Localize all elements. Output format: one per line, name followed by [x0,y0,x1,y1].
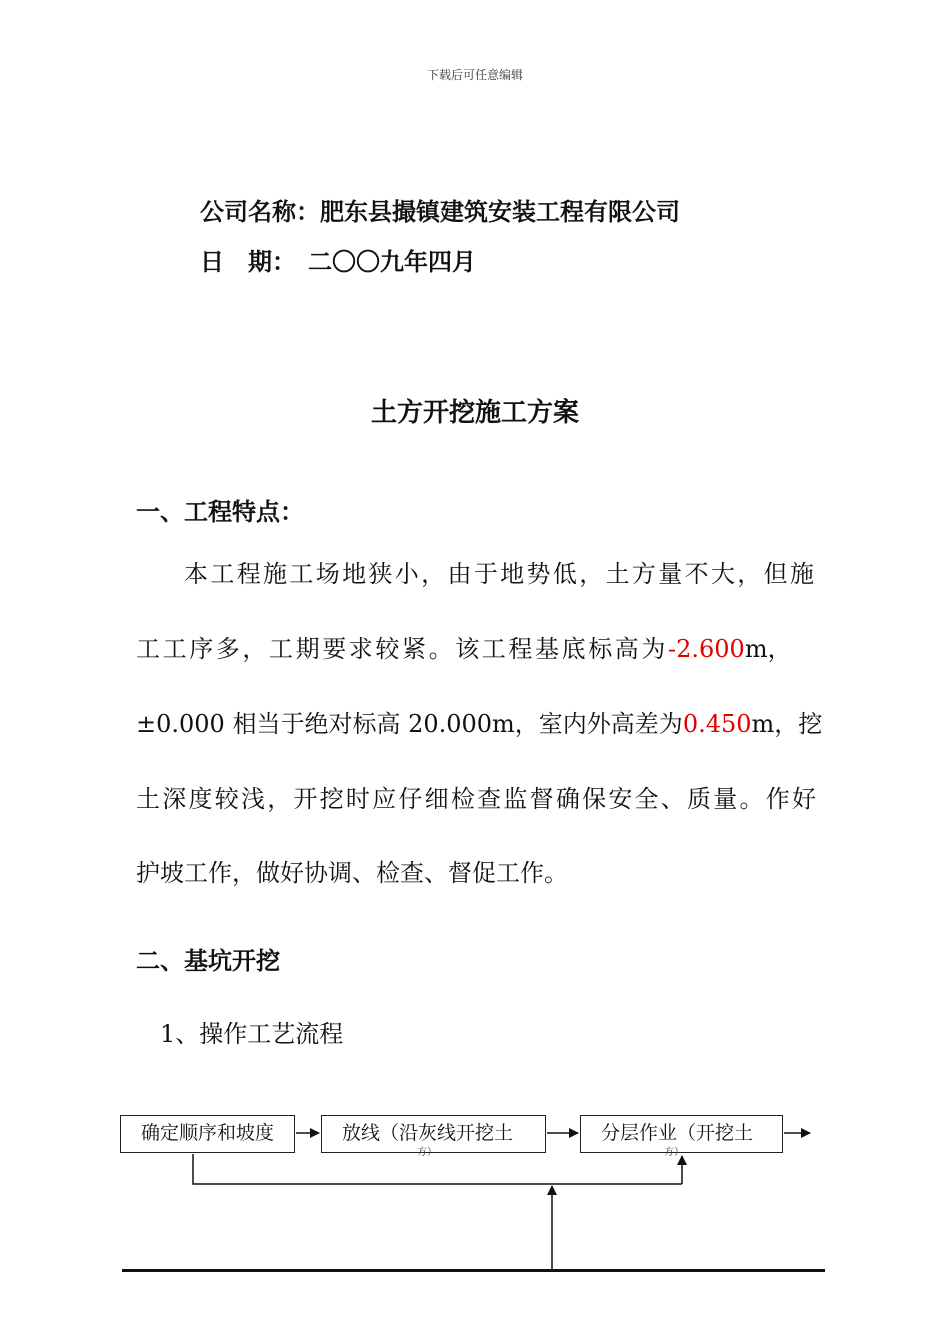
elevation-value: -2.600 [668,635,745,663]
paragraph-line-5: 护坡工作，做好协调、检查、督促工作。 [136,859,568,887]
company-label: 公司名称： [200,198,320,226]
flow-box-label: 分层作业（开挖土 [601,1122,754,1144]
paragraph-line-4: 土深度较浅，开挖时应仔细检查监督确保安全、质量。作好 [136,785,816,813]
date-label: 日 期： [200,248,296,276]
section-heading-1: 一、工程特点： [136,498,304,526]
height-diff-value: 0.450 [682,710,752,738]
flow-box-overflow-text: 方） [664,1147,684,1158]
flow-box-label: 放线（沿灰线开挖土 [342,1122,514,1144]
date-value: 二〇〇九年四月 [308,248,476,276]
paragraph-text: ±0.000 相当于绝对标高 20.000m，室内外高差为 [136,710,683,738]
paragraph-text: m， [744,635,792,663]
header-note: 下载后可任意编辑 [426,68,523,82]
paragraph-text: 工工序多，工期要求较紧。该工程基底标高为 [136,635,668,663]
paragraph-text: m，挖 [751,710,823,738]
feedback-line [193,1154,682,1184]
sub-heading: 1、操作工艺流程 [160,1020,344,1048]
horizontal-rule [122,1269,825,1272]
company-name: 肥东县撮镇建筑安装工程有限公司 [320,198,680,226]
section-heading-2: 二、基坑开挖 [136,947,280,975]
flow-box-label: 确定顺序和坡度 [141,1122,275,1144]
flow-box-overflow-text: 方） [417,1147,437,1158]
document-title: 土方开挖施工方案 [370,398,579,428]
paragraph-line-1: 本工程施工场地狭小，由于地势低，土方量不大，但施 [184,560,814,588]
